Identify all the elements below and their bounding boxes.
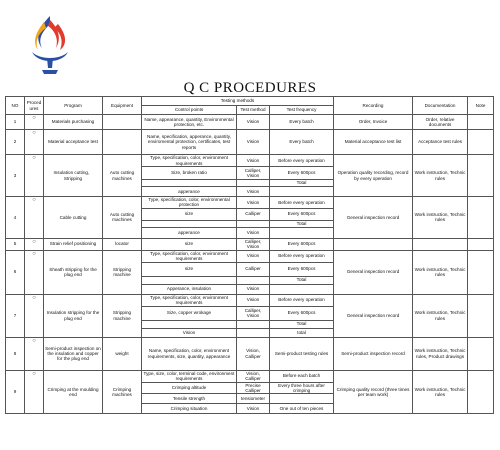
test-method-cell: Precise Calliper <box>237 382 270 394</box>
documentation-cell: Order, relative documents <box>413 115 468 130</box>
test-frequency-cell: Total <box>270 180 334 187</box>
note-cell <box>468 238 494 250</box>
control-points-cell: Type, specification, color, environmental protection <box>142 197 237 209</box>
control-points-cell: size <box>142 208 237 220</box>
note-cell <box>468 130 494 155</box>
test-frequency-cell: Every batch <box>270 115 334 130</box>
row-number: 2 <box>6 130 25 155</box>
row-number: 5 <box>6 238 25 250</box>
header-no: NO <box>6 97 25 115</box>
procedure-marker: ○ <box>25 294 44 337</box>
control-points-cell: size <box>142 262 237 276</box>
recording-cell: Crimping quality record (three times per team work) <box>334 370 413 414</box>
test-method-cell: Vision, Calliper <box>237 370 270 382</box>
test-frequency-cell: Every 600pcs <box>270 167 334 180</box>
program-cell: Crimping at the moulding end <box>44 370 103 414</box>
test-method-cell: Vision <box>237 155 270 167</box>
control-points-cell: Name, specification, apperance, quantity, enviromental protection, certificates, test reports <box>142 130 237 155</box>
test-method-cell: Vision <box>237 115 270 130</box>
test-method-cell: tensiometer <box>237 394 270 404</box>
row-number: 3 <box>6 155 25 197</box>
control-points-cell <box>142 220 237 227</box>
control-points-cell: size <box>142 238 237 250</box>
test-frequency-cell: Before every operation <box>270 294 334 306</box>
note-cell <box>468 250 494 294</box>
documentation-cell: Work instruction, Technic rules <box>413 370 468 414</box>
test-frequency-cell: Total <box>270 320 334 328</box>
recording-cell: Semi-product inspection record <box>334 337 413 370</box>
program-cell: Materials purchasing <box>44 115 103 130</box>
row-number: 1 <box>6 115 25 130</box>
test-frequency-cell: Total <box>270 276 334 284</box>
equipment-cell: Auto cutting machines <box>103 155 142 197</box>
documentation-cell: Work instruction, Technic rules <box>413 197 468 239</box>
control-points-cell: Crimping situation <box>142 404 237 414</box>
recording-cell: Operation quality recording, record by every operation <box>334 155 413 197</box>
procedure-marker: ○ <box>25 250 44 294</box>
recording-cell: Order, Invoice <box>334 115 413 130</box>
header-control-points: Control points <box>142 106 237 115</box>
control-points-cell: Apperance, insulation <box>142 284 237 294</box>
equipment-cell: weight <box>103 337 142 370</box>
equipment-cell <box>103 130 142 155</box>
test-method-cell <box>237 320 270 328</box>
procedure-marker: ○ <box>25 197 44 239</box>
test-frequency-cell: Before each batch <box>270 370 334 382</box>
program-cell: Cable cutting <box>44 197 103 239</box>
table-row <box>6 130 494 155</box>
control-points-cell: Type, specification, color, environment requirements <box>142 155 237 167</box>
recording-cell: General inspection record <box>334 250 413 294</box>
control-points-cell: Type, specification, color, environment requirements <box>142 250 237 262</box>
test-frequency-cell <box>270 394 334 404</box>
header-testing-methods: Testing methods <box>142 97 334 106</box>
control-points-cell: Crimping altitude <box>142 382 237 394</box>
test-method-cell: Calliper <box>237 208 270 220</box>
table-row <box>6 370 494 382</box>
program-cell: Sheath stripping for the plug end <box>44 250 103 294</box>
test-frequency-cell <box>270 187 334 197</box>
control-points-cell <box>142 276 237 284</box>
test-frequency-cell: Total <box>270 220 334 227</box>
test-frequency-cell: Before every operation <box>270 250 334 262</box>
test-method-cell: Calliper, Vision <box>237 238 270 250</box>
documentation-cell <box>413 238 468 250</box>
test-method-cell: Vision <box>237 227 270 238</box>
test-method-cell: Calliper, Vision <box>237 306 270 320</box>
equipment-cell: Auto cutting machines <box>103 197 142 239</box>
procedure-marker: ○ <box>25 130 44 155</box>
page-title: Q C PROCEDURES <box>183 80 317 96</box>
table-row <box>6 294 494 306</box>
equipment-cell: Stripping machine <box>103 250 142 294</box>
control-points-cell: Name, appearance, quantity, Environmental protection, etc. <box>142 115 237 130</box>
procedure-marker: ○ <box>25 115 44 130</box>
documentation-cell: Work instruction, Technic rules <box>413 250 468 294</box>
note-cell <box>468 294 494 337</box>
test-frequency-cell: Before every operation <box>270 155 334 167</box>
test-frequency-cell: Every 600pcs <box>270 306 334 320</box>
test-frequency-cell: Every 600pcs <box>270 262 334 276</box>
header-test-frequency: Test frequency <box>270 106 334 115</box>
control-points-cell: apperance <box>142 227 237 238</box>
row-number: 7 <box>6 294 25 337</box>
table-row <box>6 337 494 370</box>
table-body <box>6 115 494 414</box>
control-points-cell: Vision <box>142 328 237 337</box>
note-cell <box>468 337 494 370</box>
note-cell <box>468 115 494 130</box>
qc-procedures-table <box>5 96 494 414</box>
program-cell: Strain relief positioning <box>44 238 103 250</box>
documentation-cell: Work instruction, Technic rules, Product drawings <box>413 337 468 370</box>
header-note: Note <box>468 97 494 115</box>
control-points-cell: Type, size, color, terminal code, environment requirements <box>142 370 237 382</box>
control-points-cell: Size, broken ratio <box>142 167 237 180</box>
program-cell: Insulation stripping for the plug end <box>44 294 103 337</box>
header-program: Program <box>44 97 103 115</box>
note-cell <box>468 370 494 414</box>
equipment-cell: Stripping machine <box>103 294 142 337</box>
control-points-cell: Name, specification, color, environment requirements, size, quantity, appearance <box>142 337 237 370</box>
company-logo <box>28 14 72 76</box>
header-equipment: Equipment <box>103 97 142 115</box>
test-method-cell <box>237 328 270 337</box>
table-row <box>6 250 494 262</box>
control-points-cell: Tensile strength <box>142 394 237 404</box>
recording-cell: General inspection record <box>334 294 413 337</box>
procedure-marker: ○ <box>25 370 44 414</box>
test-method-cell <box>237 180 270 187</box>
test-method-cell: Calliper <box>237 262 270 276</box>
control-points-cell <box>142 180 237 187</box>
row-number: 8 <box>6 337 25 370</box>
header-procedures: Proced ures <box>25 97 44 115</box>
test-frequency-cell: Every three hours after crimping <box>270 382 334 394</box>
test-method-cell: Vision <box>237 130 270 155</box>
test-frequency-cell <box>270 284 334 294</box>
test-frequency-cell: Before every operation <box>270 197 334 209</box>
test-method-cell: Vision <box>237 284 270 294</box>
equipment-cell <box>103 115 142 130</box>
note-cell <box>468 197 494 239</box>
documentation-cell: Work instruction, Technic rules <box>413 294 468 337</box>
header-documentation: Documentation <box>413 97 468 115</box>
test-frequency-cell: total <box>270 328 334 337</box>
test-method-cell <box>237 276 270 284</box>
procedure-marker: ○ <box>25 238 44 250</box>
procedure-marker: ○ <box>25 155 44 197</box>
test-method-cell: Vision, Calliper <box>237 337 270 370</box>
test-method-cell: Calliper, Vision <box>237 167 270 180</box>
test-frequency-cell <box>270 227 334 238</box>
test-frequency-cell: Every 600pcs <box>270 208 334 220</box>
row-number: 9 <box>6 370 25 414</box>
program-cell: Semi-product inspection on the insulation and copper for the plug end <box>44 337 103 370</box>
program-cell: Material acceptance test <box>44 130 103 155</box>
note-cell <box>468 155 494 197</box>
test-method-cell <box>237 220 270 227</box>
procedure-marker: ○ <box>25 337 44 370</box>
test-method-cell: Vision <box>237 187 270 197</box>
row-number: 4 <box>6 197 25 239</box>
test-method-cell: Vision <box>237 294 270 306</box>
test-method-cell: Vision <box>237 250 270 262</box>
table-row <box>6 197 494 209</box>
header-recording: Recording <box>334 97 413 115</box>
row-number: 6 <box>6 250 25 294</box>
equipment-cell: Crimping machines <box>103 370 142 414</box>
documentation-cell: Acceptance test rules <box>413 130 468 155</box>
equipment-cell: locator <box>103 238 142 250</box>
control-points-cell: apperance <box>142 187 237 197</box>
header-test-method: Test method <box>237 106 270 115</box>
table-row <box>6 238 494 250</box>
test-method-cell: Vision <box>237 404 270 414</box>
table-row <box>6 115 494 130</box>
control-points-cell: Size, copper wrokage <box>142 306 237 320</box>
test-frequency-cell: Every batch <box>270 130 334 155</box>
test-method-cell: Vision <box>237 197 270 209</box>
documentation-cell: Work instruction, Technic rules <box>413 155 468 197</box>
table-row <box>6 155 494 167</box>
recording-cell <box>334 238 413 250</box>
program-cell: Insulation cutting、Stripping <box>44 155 103 197</box>
test-frequency-cell: One out of ten pieces <box>270 404 334 414</box>
test-frequency-cell: Semi-product testing rules <box>270 337 334 370</box>
test-frequency-cell: Every 600pcs <box>270 238 334 250</box>
control-points-cell: Type, specification, color, environment requirements <box>142 294 237 306</box>
table-header <box>6 97 494 115</box>
recording-cell: Material acceptance test list <box>334 130 413 155</box>
recording-cell: General inspection record <box>334 197 413 239</box>
control-points-cell <box>142 320 237 328</box>
